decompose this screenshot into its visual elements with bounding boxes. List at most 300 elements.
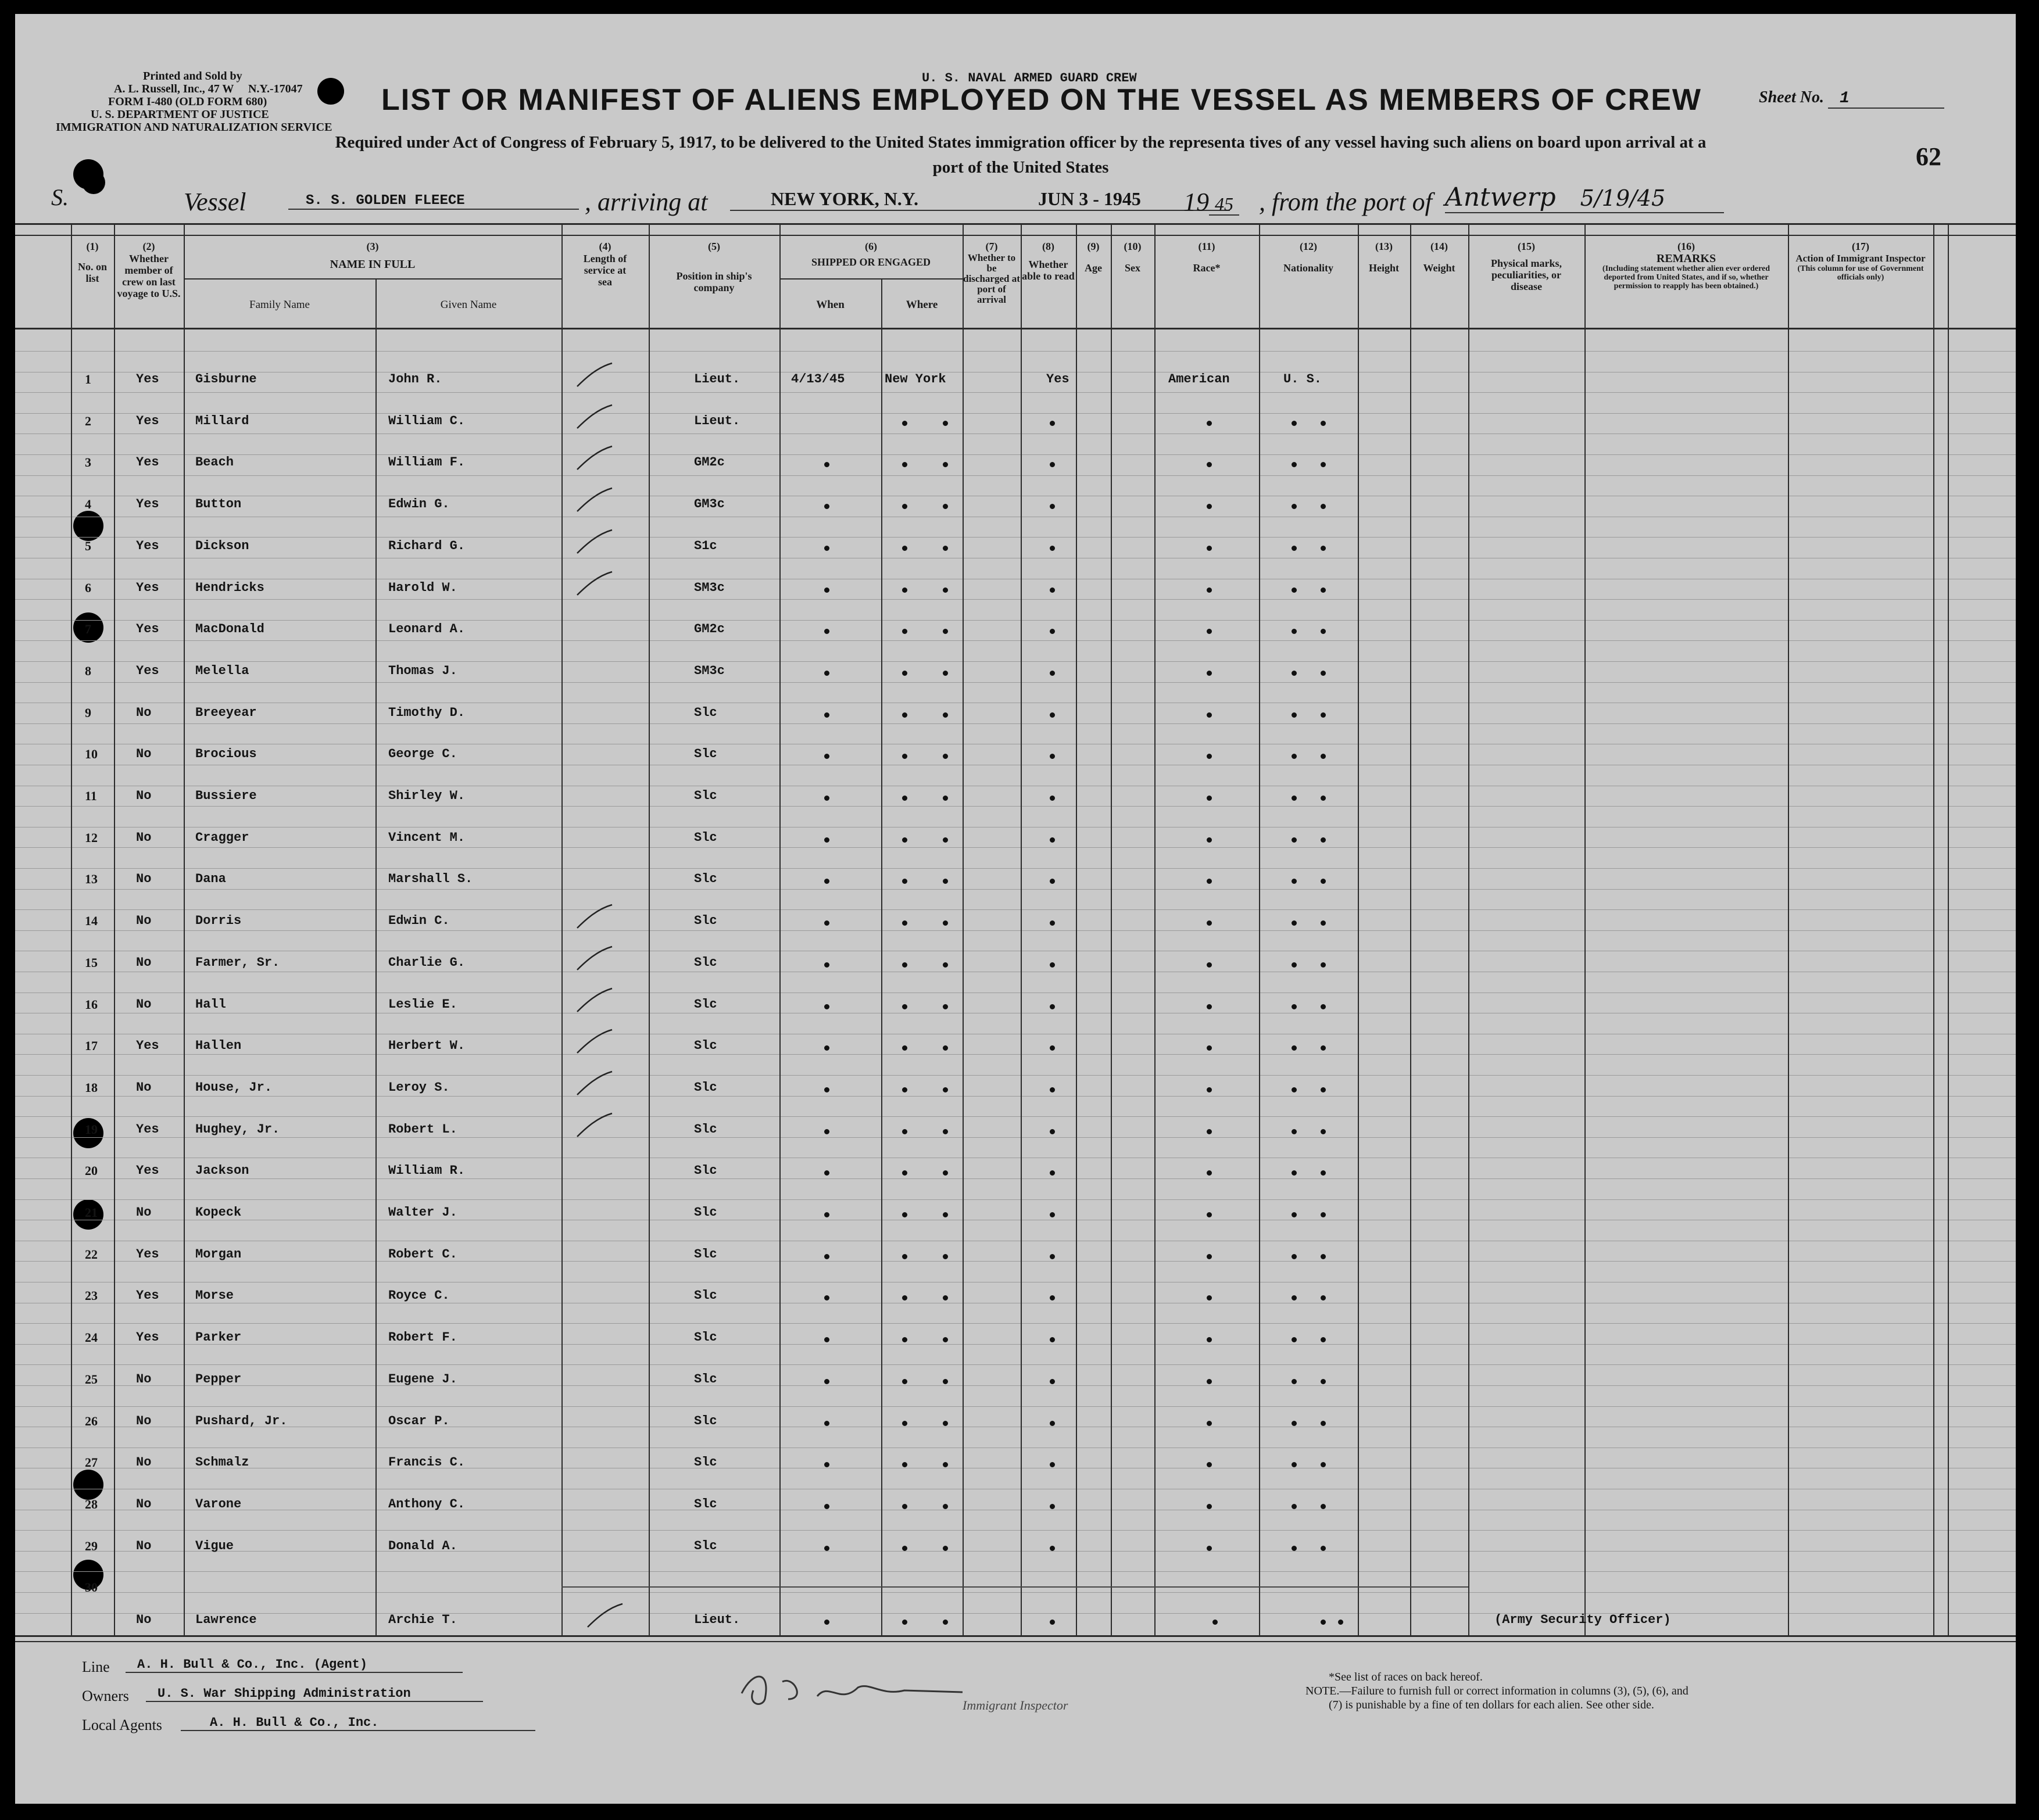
ditto-mark (902, 1170, 907, 1176)
ruling-line (15, 682, 2016, 683)
cell-given: Anthony C. (388, 1496, 466, 1511)
cell-given: Edwin C. (388, 913, 450, 929)
cell-given: Vincent M. (388, 830, 466, 845)
cell-no: 24 (85, 1330, 98, 1345)
ditto-mark (1321, 1045, 1326, 1051)
ditto-mark (902, 1620, 907, 1625)
cell-no: 17 (85, 1038, 98, 1054)
cell-given: Harold W. (388, 580, 457, 595)
ditto-mark (1207, 962, 1212, 968)
ruling-line (15, 909, 2016, 910)
ditto-mark (1207, 1337, 1212, 1342)
ditto-mark (902, 1295, 907, 1300)
vessel-name: S. S. GOLDEN FLEECE (288, 193, 579, 210)
ditto-mark (1292, 1045, 1297, 1051)
header-family-name: Family Name (249, 299, 310, 311)
cell-no: 28 (85, 1496, 98, 1511)
ditto-mark (943, 671, 948, 676)
ditto-mark (1292, 1212, 1297, 1217)
table-bottom-border-inner (15, 1641, 2016, 1642)
ditto-mark (902, 671, 907, 676)
ditto-mark (1321, 1337, 1326, 1342)
cell-position: Slc (694, 1413, 717, 1428)
cell-family: Kopeck (195, 1205, 242, 1220)
cell-position: Slc (694, 955, 717, 970)
cell-given: Walter J. (388, 1205, 457, 1220)
ditto-mark (1207, 629, 1212, 634)
ditto-mark (824, 1462, 829, 1467)
ditto-mark (1207, 754, 1212, 759)
ditto-mark (1207, 421, 1212, 426)
ditto-mark (943, 462, 948, 467)
ditto-mark (1207, 587, 1212, 593)
ditto-mark (824, 962, 829, 968)
check-mark (585, 1601, 625, 1630)
cell-given: William R. (388, 1163, 466, 1178)
ditto-mark (943, 1212, 948, 1217)
ruling-line (15, 1199, 2016, 1200)
cell-no: 7 (85, 622, 91, 637)
ditto-mark (824, 1045, 829, 1051)
cell-position: Slc (694, 1038, 717, 1054)
cell-family: Vigue (195, 1538, 234, 1553)
cell-family: Brocious (195, 747, 257, 762)
check-mark (574, 443, 615, 472)
ditto-mark (1050, 462, 1055, 467)
cell-given: Robert F. (388, 1330, 457, 1345)
ditto-mark (1321, 1129, 1326, 1134)
ditto-mark (902, 712, 907, 718)
ditto-mark (1321, 754, 1326, 759)
ditto-mark (824, 587, 829, 593)
footer-owners-label: Owners (82, 1688, 129, 1704)
table-top-border (15, 223, 2016, 225)
manifest-sheet (15, 14, 2016, 1804)
ruling-line (15, 1385, 2016, 1386)
ditto-mark (943, 1337, 948, 1342)
cell-remarks: (Army Security Officer) (1494, 1613, 1671, 1627)
ditto-mark (1292, 671, 1297, 676)
ditto-mark (943, 629, 948, 634)
cell-position: Slc (694, 789, 717, 803)
cell-given: Edwin G. (388, 497, 450, 512)
cell-given: Shirley W. (388, 789, 466, 803)
cell-given: Thomas J. (388, 663, 457, 678)
arrival-date: JUN 3 - 1945 (968, 188, 1230, 211)
cell-position: Lieut. (694, 372, 741, 386)
header-last-voyage: (2) Whether member of crew on last voyage to U.S. (117, 241, 181, 299)
ruling-line (15, 392, 2016, 393)
cell-family: Dorris (195, 913, 242, 929)
cell-position: Slc (694, 830, 717, 845)
header-able-to-read: (8) Whether able to read (1022, 241, 1075, 282)
ditto-mark (1207, 1170, 1212, 1176)
ditto-mark (943, 1379, 948, 1384)
ditto-mark (1050, 962, 1055, 968)
ditto-mark (1321, 1004, 1326, 1009)
ditto-mark (1207, 546, 1212, 551)
check-mark (574, 569, 615, 598)
ruling-line (15, 889, 2016, 890)
ditto-mark (1321, 1462, 1326, 1467)
cell-given: Timothy D. (388, 705, 466, 720)
cell-last: No (136, 1613, 152, 1627)
cell-no: 21 (85, 1205, 98, 1220)
ditto-mark (1207, 837, 1212, 843)
ditto-mark (1207, 1546, 1212, 1551)
punch-hole (73, 511, 103, 541)
cell-family: Dickson (195, 538, 249, 553)
ditto-mark (1050, 796, 1055, 801)
ditto-mark (824, 1546, 829, 1551)
ditto-mark (824, 671, 829, 676)
year-label: 19 45 (1183, 187, 1239, 217)
cell-family: Beach (195, 455, 234, 470)
ditto-mark (943, 587, 948, 593)
cell-no: 13 (85, 872, 98, 887)
cell-given: Robert L. (388, 1122, 457, 1137)
ditto-mark (1050, 587, 1055, 593)
cell-given: William C. (388, 413, 466, 428)
ditto-mark (1050, 504, 1055, 509)
cell-family: Lawrence (195, 1613, 257, 1627)
table-bottom-border (15, 1635, 2016, 1637)
ditto-mark (1050, 1421, 1055, 1426)
ditto-mark (902, 1337, 907, 1342)
ditto-mark (824, 837, 829, 843)
ditto-mark (824, 462, 829, 467)
cell-read: Yes (1046, 372, 1069, 386)
cell-given: Leroy S. (388, 1080, 450, 1095)
ditto-mark (1207, 1421, 1212, 1426)
cell-position: Slc (694, 1496, 717, 1511)
ditto-mark (943, 920, 948, 926)
cell-last: Yes (136, 580, 159, 595)
cell-given: Eugene J. (388, 1371, 457, 1387)
ditto-mark (1321, 1546, 1326, 1551)
cell-no: 9 (85, 705, 91, 720)
ruling-line (15, 475, 2016, 476)
cell-family: Morse (195, 1288, 234, 1303)
cell-last: Yes (136, 455, 159, 470)
ditto-mark (1292, 1337, 1297, 1342)
ruling-line (15, 433, 2016, 434)
cell-no: 26 (85, 1413, 98, 1428)
cell-position: Slc (694, 1122, 717, 1137)
ditto-mark (943, 962, 948, 968)
ruling-line (15, 1592, 2016, 1593)
cell-position: Lieut. (694, 1613, 741, 1627)
cell-position: Slc (694, 1371, 717, 1387)
ditto-mark (1321, 879, 1326, 884)
ditto-mark (1292, 1379, 1297, 1384)
cell-position: GM2c (694, 455, 725, 470)
ditto-mark (1050, 1295, 1055, 1300)
ditto-mark (1292, 546, 1297, 551)
ditto-mark (824, 1254, 829, 1259)
cell-no: 23 (85, 1288, 98, 1303)
cell-given: Charlie G. (388, 955, 466, 970)
cell-given: Royce C. (388, 1288, 450, 1303)
ruling-line (15, 1406, 2016, 1407)
cell-position: S1c (694, 538, 717, 553)
ditto-mark (1292, 879, 1297, 884)
cell-no: 6 (85, 580, 91, 595)
cell-no: 8 (85, 663, 91, 678)
ruling-line (15, 620, 2016, 621)
ditto-mark (1050, 1462, 1055, 1467)
cell-last: No (136, 872, 152, 887)
subtitle: Required under Act of Congress of February 5, 1917, to be delivered to the United States immigration officer by the representa tives of any vessel having such aliens on board upon arrival at a port of the United States (335, 133, 1707, 177)
ruling-line (15, 1116, 2016, 1117)
footer-line-label: Line (82, 1658, 110, 1675)
header-given-name: Given Name (440, 299, 497, 311)
ditto-mark (1321, 1254, 1326, 1259)
cell-given: Oscar P. (388, 1413, 450, 1428)
punch-hole (73, 1470, 103, 1500)
ruling-line (15, 930, 2016, 931)
ditto-mark (902, 879, 907, 884)
cell-given: John R. (388, 372, 442, 386)
ditto-mark (1207, 1004, 1212, 1009)
inspector-signature (730, 1664, 974, 1711)
ditto-mark (1050, 629, 1055, 634)
cell-no: 11 (85, 789, 97, 803)
ditto-mark (1207, 1129, 1212, 1134)
cell-no: 19 (85, 1122, 98, 1137)
cell-position: Slc (694, 705, 717, 720)
ditto-mark (1292, 796, 1297, 801)
header-immigrant-inspector: (17) Action of Immigrant Inspector (This column for use of Government officials only) (1795, 241, 1926, 282)
ditto-mark (1050, 1254, 1055, 1259)
cell-family: Hall (195, 997, 226, 1012)
ditto-mark (1050, 754, 1055, 759)
ditto-mark (902, 587, 907, 593)
ruling-line (15, 1075, 2016, 1076)
ditto-mark (1321, 462, 1326, 467)
cell-position: Slc (694, 1080, 717, 1095)
ditto-mark (1050, 1620, 1055, 1625)
check-mark (574, 402, 615, 431)
page-title: LIST OR MANIFEST OF ALIENS EMPLOYED ON THE VESSEL AS MEMBERS OF CREW (381, 83, 1702, 117)
ruling-line (15, 1178, 2016, 1179)
ditto-mark (943, 546, 948, 551)
ditto-mark (1207, 1254, 1212, 1259)
cell-last: No (136, 1538, 152, 1553)
cell-last: No (136, 1455, 152, 1470)
cell-family: Hughey, Jr. (195, 1122, 280, 1137)
cell-family: Millard (195, 413, 249, 428)
ditto-mark (1207, 1295, 1212, 1300)
ditto-mark (943, 796, 948, 801)
footer-line-value: A. H. Bull & Co., Inc. (Agent) (126, 1657, 463, 1673)
ruling-line (15, 1551, 2016, 1552)
ditto-mark (902, 1546, 907, 1551)
cell-family: Parker (195, 1330, 242, 1345)
from-label: , from the port of (1259, 188, 1432, 216)
cell-no: 1 (85, 372, 91, 386)
cell-given: Robert C. (388, 1246, 457, 1262)
cell-last: No (136, 997, 152, 1012)
ditto-mark (1321, 587, 1326, 593)
footer-agents-value: A. H. Bull & Co., Inc. (181, 1715, 535, 1731)
check-mark (574, 485, 615, 514)
cell-family: Morgan (195, 1246, 242, 1262)
cell-given: Leslie E. (388, 997, 457, 1012)
cell-position: Slc (694, 872, 717, 887)
cell-last: No (136, 955, 152, 970)
cell-family: House, Jr. (195, 1080, 273, 1095)
cell-position: Slc (694, 913, 717, 929)
cell-position: Lieut. (694, 413, 741, 428)
cell-race: American (1168, 372, 1230, 386)
cell-last: No (136, 1371, 152, 1387)
ruling-line (15, 847, 2016, 848)
ditto-mark (1050, 671, 1055, 676)
cell-no: 25 (85, 1371, 98, 1387)
ditto-mark (1292, 962, 1297, 968)
ditto-mark (902, 1004, 907, 1009)
ditto-mark (1292, 1004, 1297, 1009)
ditto-mark (1292, 629, 1297, 634)
ditto-mark (902, 796, 907, 801)
cell-no: 14 (85, 913, 98, 929)
cell-family: Varone (195, 1496, 242, 1511)
ditto-mark (824, 712, 829, 718)
check-mark (574, 360, 615, 389)
arriving-port: NEW YORK, N.Y. (730, 188, 986, 211)
ditto-mark (1321, 962, 1326, 968)
ditto-mark (943, 754, 948, 759)
cell-where: New York (885, 372, 946, 386)
cell-given: Herbert W. (388, 1038, 466, 1054)
ditto-mark (943, 1620, 948, 1625)
ditto-mark (1050, 1504, 1055, 1509)
ditto-mark (1050, 920, 1055, 926)
ditto-mark (1292, 1546, 1297, 1551)
separator-line (561, 1586, 1468, 1588)
ditto-mark (1207, 920, 1212, 926)
ditto-mark (902, 1129, 907, 1134)
header-shipped-engaged: (6) SHIPPED OR ENGAGED (811, 241, 931, 268)
ditto-mark (1321, 1212, 1326, 1217)
cell-given: Archie T. (388, 1613, 457, 1627)
ditto-mark (1050, 1212, 1055, 1217)
cell-no: 15 (85, 955, 98, 970)
ruling-line (15, 1261, 2016, 1262)
ditto-mark (1321, 421, 1326, 426)
ditto-mark (824, 1379, 829, 1384)
cell-last: Yes (136, 538, 159, 553)
ditto-mark (1292, 1087, 1297, 1092)
ditto-mark (902, 462, 907, 467)
cell-last: No (136, 789, 152, 803)
cell-position: Slc (694, 1163, 717, 1178)
cell-family: Dana (195, 872, 226, 887)
cell-position: Slc (694, 1330, 717, 1345)
cell-given: Donald A. (388, 1538, 457, 1553)
cell-position: Slc (694, 1538, 717, 1553)
header-height: (13) Height (1369, 241, 1399, 274)
cell-no: 20 (85, 1163, 98, 1178)
cell-family: Melella (195, 663, 249, 678)
cell-last: Yes (136, 372, 159, 386)
ditto-mark (902, 1504, 907, 1509)
ditto-mark (1292, 837, 1297, 843)
ruling-line (15, 1613, 2016, 1614)
ditto-mark (1207, 671, 1212, 676)
ditto-mark (943, 1462, 948, 1467)
ruling-line (15, 537, 2016, 538)
ditto-mark (1207, 1045, 1212, 1051)
cell-given: Leonard A. (388, 622, 466, 637)
ditto-mark (1207, 1462, 1212, 1467)
ditto-mark (1050, 712, 1055, 718)
ruling-line (15, 1054, 2016, 1055)
ditto-mark (943, 1087, 948, 1092)
ruling-line (15, 1137, 2016, 1138)
ditto-mark (1292, 712, 1297, 718)
ditto-mark (1292, 1129, 1297, 1134)
ruling-line (15, 413, 2016, 414)
check-mark (574, 944, 615, 973)
cell-last: Yes (136, 497, 159, 512)
ditto-mark (1321, 1295, 1326, 1300)
ruling-line (15, 723, 2016, 724)
cell-last: No (136, 1205, 152, 1220)
cell-position: Slc (694, 997, 717, 1012)
ditto-mark (943, 1254, 948, 1259)
ditto-mark (902, 629, 907, 634)
arriving-label: , arriving at (585, 188, 708, 216)
cell-no: 4 (85, 497, 91, 512)
ditto-mark (1292, 1295, 1297, 1300)
ditto-mark (824, 546, 829, 551)
ditto-mark (1050, 1170, 1055, 1176)
ditto-mark (902, 837, 907, 843)
ditto-mark (943, 837, 948, 843)
cell-last: Yes (136, 1330, 159, 1345)
cell-family: Hendricks (195, 580, 264, 595)
header-name-in-full: (3) NAME IN FULL (330, 241, 416, 271)
ditto-mark (1338, 1620, 1343, 1625)
ditto-mark (1207, 462, 1212, 467)
table-top-border-inner (15, 235, 2016, 236)
cell-position: GM3c (694, 497, 725, 512)
cell-family: Jackson (195, 1163, 249, 1178)
cell-position: Slc (694, 747, 717, 762)
ditto-mark (902, 1254, 907, 1259)
cell-no: 5 (85, 538, 91, 553)
ditto-mark (1207, 1504, 1212, 1509)
cell-position: GM2c (694, 622, 725, 637)
cell-given: Francis C. (388, 1455, 466, 1470)
ditto-mark (902, 754, 907, 759)
ditto-mark (943, 1504, 948, 1509)
sheet-number: Sheet No. 1 (1759, 88, 1944, 109)
ditto-mark (943, 1170, 948, 1176)
cell-last: No (136, 830, 152, 845)
ditto-mark (1050, 1337, 1055, 1342)
cell-family: Hallen (195, 1038, 242, 1054)
cell-last: No (136, 913, 152, 929)
ditto-mark (1292, 1170, 1297, 1176)
punch-hole (82, 171, 105, 194)
footer-agents-label: Local Agents (82, 1717, 162, 1733)
ruling-line (15, 1530, 2016, 1531)
header-discharged: (7) Whether to be discharged at port of arrival (963, 241, 1020, 305)
header-race: (11) Race* (1193, 241, 1221, 274)
